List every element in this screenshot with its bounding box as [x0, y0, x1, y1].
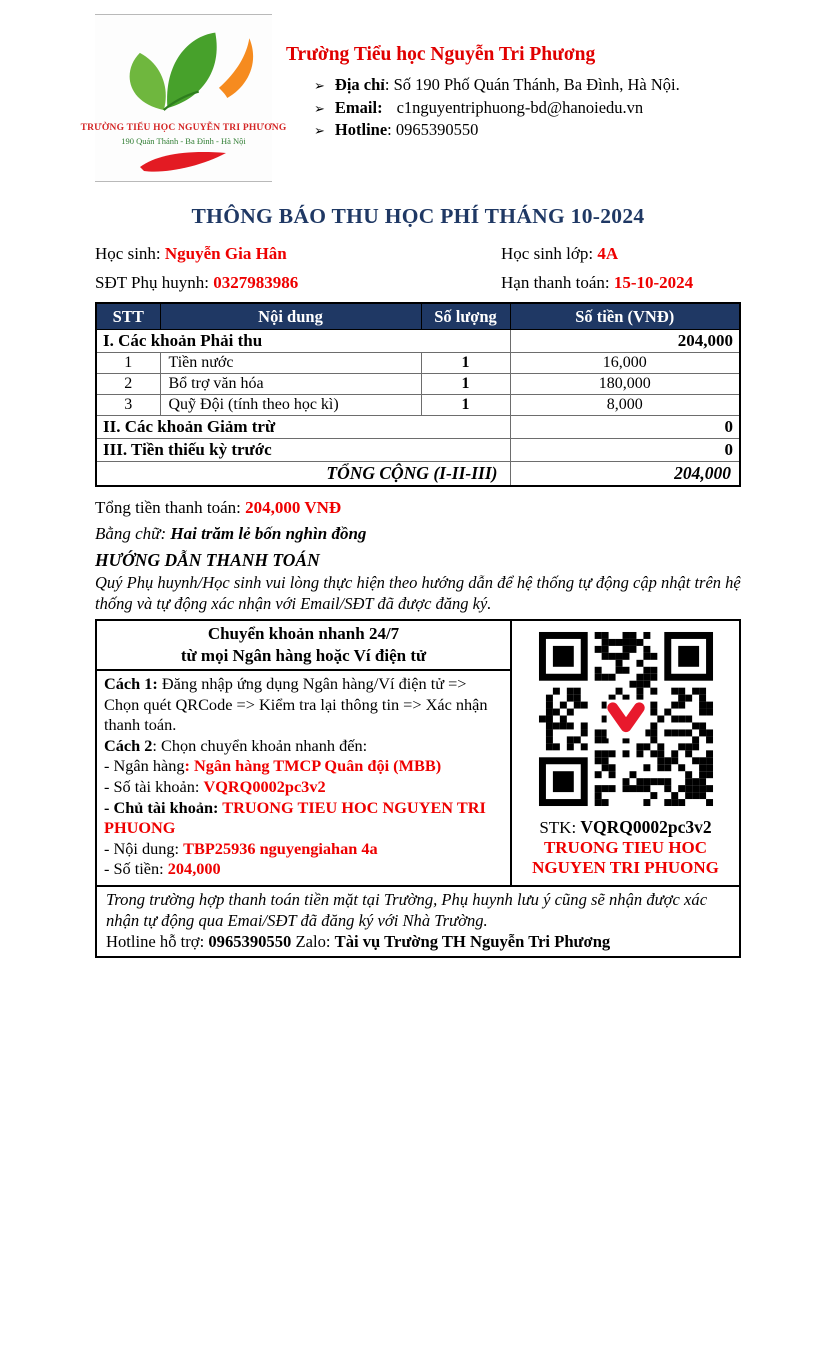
qr-panel [512, 621, 739, 885]
section-amount: 0 [510, 439, 740, 462]
qr-account-line [512, 817, 739, 838]
logo-leaves-icon [109, 29, 259, 121]
fee-stt: 3 [96, 395, 160, 416]
payment-box-title [97, 621, 510, 671]
transfer-amount-label: - Số tiền: [104, 859, 168, 879]
column-header-stt: STT [96, 303, 160, 330]
address-value: : Số 190 Phố Quán Thánh, Ba Đình, Hà Nội. [384, 75, 680, 94]
bank-value: : Ngân hàng TMCP Quân đội (MBB) [184, 756, 442, 776]
hotline-value: : 0965390550 [387, 120, 479, 139]
address-label: Địa chỉ [334, 75, 385, 94]
transfer-content-label: - Nội dung: [104, 838, 184, 858]
section-label: II. Các khoản Giảm trừ [96, 416, 510, 439]
support-hotline-value: 0965390550 [208, 931, 292, 951]
fee-content: Bổ trợ văn hóa [160, 374, 421, 395]
bank-label: - Ngân hàng [104, 756, 185, 776]
fee-content: Tiền nước [160, 353, 421, 374]
parent-phone-label: SĐT Phụ huynh: [95, 273, 214, 292]
section-label: III. Tiền thiếu kỳ trước [96, 439, 510, 462]
fee-content: Quỹ Đội (tính theo học kì) [160, 395, 421, 416]
method2-text: : Chọn chuyển khoản nhanh đến: [152, 735, 368, 755]
contact-email [286, 97, 680, 120]
fee-row [96, 353, 740, 374]
amount-in-words-line [95, 524, 741, 544]
due-date-value: 15-10-2024 [613, 273, 694, 292]
amount-in-words-value: Hai trăm lẻ bốn nghìn đồng [170, 524, 367, 543]
section-amount: 0 [510, 416, 740, 439]
header-text [272, 14, 680, 182]
grand-total-value: 204,000 VNĐ [245, 498, 342, 517]
fee-notice-page [80, 0, 741, 958]
fee-amount: 8,000 [510, 395, 740, 416]
header [80, 14, 741, 182]
transfer-amount-value: 204,000 [167, 859, 221, 879]
transfer-content-value: TBP25936 nguyengiahan 4a [183, 838, 378, 858]
arrow-bullet-icon: ➢ [314, 123, 325, 138]
fee-row [96, 395, 740, 416]
qr-stk-value: VQRQ0002pc3v2 [580, 817, 712, 837]
student-class-label: Học sinh lớp: [501, 244, 598, 263]
column-header-qty: Số lượng [421, 303, 510, 330]
column-header-content: Nội dung [160, 303, 421, 330]
fee-qty: 1 [421, 374, 510, 395]
method1-label: Cách 1: [104, 674, 158, 693]
fee-stt: 1 [96, 353, 160, 374]
cash-payment-note: Trong trường hợp thanh toán tiền mặt tại Trường, Phụ huynh lưu ý cũng sẽ nhận được xác nhận tự động qua Emai/SĐT đã đăng ký với Nhà Trường. [106, 889, 708, 930]
section-row-deductions [96, 416, 740, 439]
payment-box [95, 619, 741, 887]
method2-label: Cách 2 [104, 735, 153, 755]
parent-phone-value: 0327983986 [213, 273, 299, 292]
fee-table [95, 302, 741, 487]
email-value: c1nguyentriphuong-bd@hanoiedu.vn [396, 97, 644, 117]
payment-instructions [97, 621, 512, 885]
fee-qty: 1 [421, 395, 510, 416]
contact-address [286, 74, 680, 97]
page-title: THÔNG BÁO THU HỌC PHÍ THÁNG 10-2024 [191, 204, 645, 228]
amount-in-words-label: Bằng chữ: [95, 524, 171, 543]
method1-text: Đăng nhập ứng dụng Ngân hàng/Ví điện tử => Chọn quét QRCode => Kiểm tra lại thông tin => Xác nhận thanh toán. [104, 674, 488, 735]
section-row-receivables [96, 330, 740, 353]
student-name-label: Học sinh: [95, 244, 165, 263]
payment-box-title-line2: từ mọi Ngân hàng hoặc Ví điện tử [180, 645, 427, 665]
fee-amount: 16,000 [510, 353, 740, 374]
zalo-value: Tài vụ Trường TH Nguyễn Tri Phương [334, 931, 611, 951]
due-date-line [501, 273, 741, 293]
total-label: TỔNG CỘNG (I-II-III) [96, 462, 510, 487]
parent-phone-line [95, 273, 501, 293]
footer-note-box [95, 887, 741, 958]
qr-holder-line2: NGUYEN TRI PHUONG [532, 858, 719, 877]
school-name: Trường Tiểu học Nguyễn Tri Phương [286, 44, 596, 65]
hotline-label: Hotline [334, 120, 388, 139]
fee-row [96, 374, 740, 395]
support-hotline-label: Hotline hỗ trợ: [106, 931, 209, 951]
section-label: I. Các khoản Phải thu [96, 330, 510, 353]
account-label: - Số tài khoản: [104, 776, 204, 796]
arrow-bullet-icon: ➢ [314, 78, 325, 93]
logo-subtitle: 190 Quán Thánh - Ba Đình - Hà Nội [121, 136, 246, 146]
grand-total-label: Tổng tiền thanh toán: [95, 498, 246, 517]
payment-guide-title: HƯỚNG DẪN THANH TOÁN [95, 550, 320, 570]
total-amount: 204,000 [510, 462, 740, 487]
email-label: Email: [334, 97, 383, 117]
fee-table-header-row [96, 303, 740, 330]
fee-stt: 2 [96, 374, 160, 395]
student-info [95, 244, 741, 293]
holder-value: TRUONG TIEU HOC NGUYEN TRI PHUONG [104, 797, 486, 838]
fee-qty: 1 [421, 353, 510, 374]
student-class-value: 4A [597, 244, 619, 263]
student-name-value: Nguyễn Gia Hân [164, 244, 287, 263]
arrow-bullet-icon: ➢ [314, 100, 325, 116]
qr-holder-line1: TRUONG TIEU HOC [543, 838, 708, 857]
section-amount: 204,000 [510, 330, 740, 353]
payment-box-body [97, 671, 510, 885]
logo-title: TRƯỜNG TIỂU HỌC NGUYỄN TRI PHƯƠNG [80, 123, 287, 133]
support-line [106, 931, 730, 952]
summary [95, 498, 741, 614]
due-date-label: Hạn thanh toán: [501, 273, 614, 292]
payment-guide-text: Quý Phụ huynh/Học sinh vui lòng thực hiện theo hướng dẫn để hệ thống tự động cập nhật trên hệ thống và tự động xác nhận với Email/SĐT đã được đăng ký. [95, 573, 741, 613]
logo-swoosh-icon [138, 150, 230, 176]
section-row-previous-balance [96, 439, 740, 462]
holder-label: - Chủ tài khoản: [104, 797, 223, 817]
column-header-amount: Số tiền (VNĐ) [510, 303, 740, 330]
school-logo [80, 14, 287, 182]
account-value: VQRQ0002pc3v2 [203, 776, 326, 796]
qr-code [535, 628, 717, 815]
fee-amount: 180,000 [510, 374, 740, 395]
payment-box-title-line1: Chuyển khoản nhanh 24/7 [207, 624, 400, 643]
student-name-line [95, 244, 501, 264]
student-class-line [501, 244, 741, 264]
contact-hotline [286, 119, 680, 142]
total-row [96, 462, 740, 487]
qr-stk-label: STK: [539, 818, 581, 837]
zalo-label: Zalo: [291, 931, 335, 951]
grand-total-line [95, 498, 741, 518]
